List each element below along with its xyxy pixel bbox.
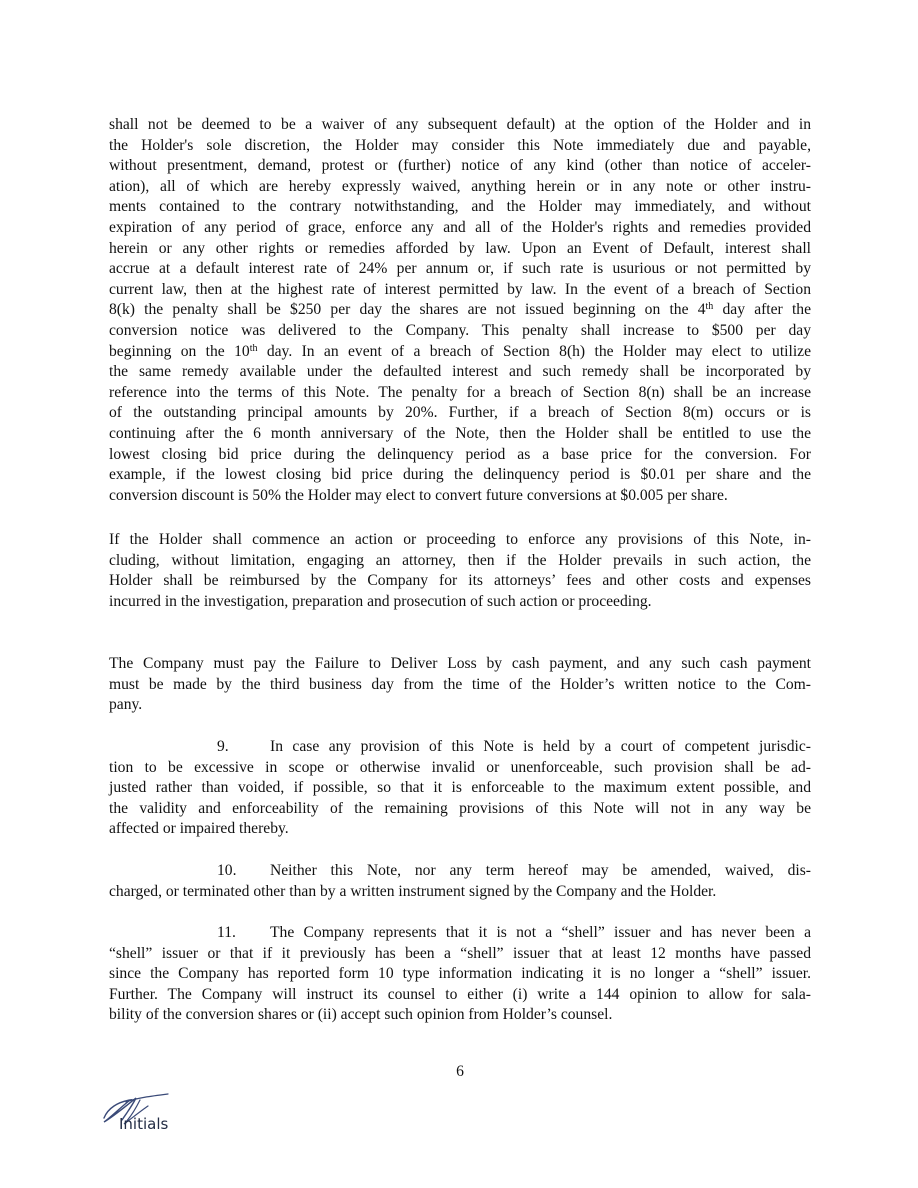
initials-label: Initials — [119, 1115, 169, 1133]
text-line: bility of the conversion shares or (ii) accept such opinion from Holder’s counsel. — [109, 1006, 613, 1024]
section-11 — [109, 923, 811, 1026]
text-line: current law, then at the highest rate of interest permitted by law. In the event of a breach of Section — [109, 280, 811, 298]
text-line: 9. In case any provision of this Note is held by a court of competent jurisdic- — [109, 737, 811, 758]
text-line: herein or any other rights or remedies afforded by law. Upon an Event of Default, interest shall — [109, 239, 811, 257]
paragraph-attorney-fees — [109, 530, 811, 612]
text-line: incurred in the investigation, preparation and prosecution of such action or proceeding. — [109, 592, 652, 610]
text-line: charged, or terminated other than by a written instrument signed by the Company and the Holder. — [109, 882, 717, 900]
text-line: 8(k) the penalty shall be $250 per day the shares are not issued beginning on the 4th day after the — [109, 301, 811, 319]
text-line: the same remedy available under the defaulted interest and such remedy shall be incorporated by — [109, 363, 811, 381]
text-line: must be made by the third business day from the time of the Holder’s written notice to the Com- — [109, 675, 811, 693]
text-line: expiration of any period of grace, enforce any and all of the Holder's rights and remedies provided — [109, 218, 811, 236]
text-line: accrue at a default interest rate of 24% per annum or, if such rate is usurious or not permitted by — [109, 260, 811, 278]
text-line: tion to be excessive in scope or otherwise invalid or unenforceable, such provision shall be ad- — [109, 758, 811, 776]
text-line: 10. Neither this Note, nor any term hereof may be amended, waived, dis- — [109, 861, 811, 882]
text-line: beginning on the 10th day. In an event of a breach of Section 8(h) the Holder may elect to utilize — [109, 342, 811, 360]
text-line: since the Company has reported form 10 type information indicating it is no longer a “shell” issuer. — [109, 965, 811, 983]
section-number: 9. — [217, 738, 229, 755]
section-number: 10. — [217, 862, 237, 879]
text-line: the validity and enforceability of the remaining provisions of this Note will not in any way be — [109, 799, 811, 817]
section-10 — [109, 861, 811, 902]
text-line: conversion discount is 50% the Holder may elect to convert future conversions at $0.005 per share. — [109, 486, 728, 504]
text-line: 11. The Company represents that it is not a “shell” issuer and has never been a — [109, 923, 811, 944]
text-line: If the Holder shall commence an action or proceeding to enforce any provisions of this Note, in- — [109, 531, 811, 548]
text-line: “shell” issuer or that if it previously has been a “shell” issuer that at least 12 months have passed — [109, 944, 811, 962]
text-line: lowest closing bid price during the delinquency period as a base price for the conversion. For — [109, 445, 811, 463]
text-line: without presentment, demand, protest or (further) notice of any kind (other than notice of acceler- — [109, 157, 811, 175]
text-line: continuing after the 6 month anniversary of the Note, then the Holder shall be entitled to use the — [109, 424, 811, 442]
text-line: justed rather than voided, if possible, so that it is enforceable to the maximum extent possible, and — [109, 779, 811, 797]
text-line: The Company must pay the Failure to Deliver Loss by cash payment, and any such cash payment — [109, 655, 811, 672]
section-number: 11. — [217, 924, 236, 941]
section-9 — [109, 737, 811, 840]
text-line: ation), all of which are hereby expressly waived, anything herein or in any note or other instru- — [109, 177, 811, 195]
paragraph-default-remedies — [109, 115, 811, 506]
text-line: the Holder's sole discretion, the Holder may consider this Note immediately due and payable, — [109, 136, 811, 154]
text-line: conversion notice was delivered to the Company. This penalty shall increase to $500 per day — [109, 321, 811, 339]
text-line: reference into the terms of this Note. The penalty for a breach of Section 8(n) shall be an increase — [109, 383, 811, 401]
text-line: cluding, without limitation, engaging an attorney, then if the Holder prevails in such action, the — [109, 551, 811, 569]
text-line: Holder shall be reimbursed by the Company for its attorneys’ fees and other costs and expenses — [109, 572, 811, 590]
text-line: example, if the lowest closing bid price during the delinquency period is $0.01 per share and the — [109, 466, 811, 484]
paragraph-failure-to-deliver — [109, 654, 811, 716]
text-line: of the outstanding principal amounts by 20%. Further, if a breach of Section 8(m) occurs or is — [109, 404, 811, 422]
text-line: affected or impaired thereby. — [109, 820, 289, 838]
text-line: pany. — [109, 696, 143, 714]
page-number: 6 — [456, 1063, 464, 1080]
text-line: shall not be deemed to be a waiver of any subsequent default) at the option of the Holder and in — [109, 116, 811, 133]
text-line: ments contained to the contrary notwithstanding, and the Holder may immediately, and without — [109, 198, 811, 216]
text-line: Further. The Company will instruct its counsel to either (i) write a 144 opinion to allow for sala- — [109, 985, 811, 1003]
